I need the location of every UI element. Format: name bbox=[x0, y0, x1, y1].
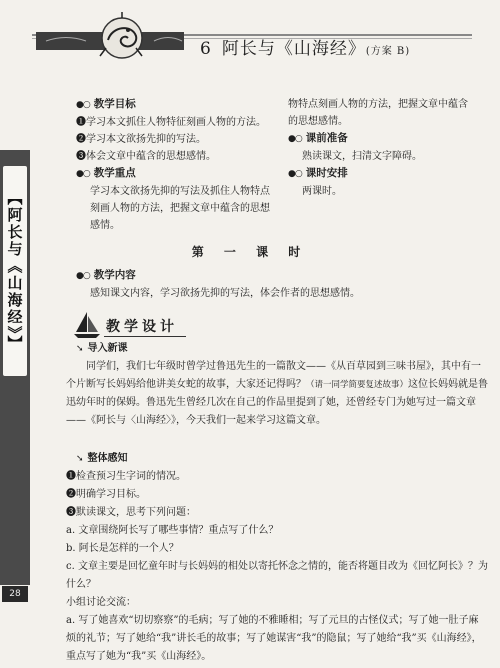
focus-heading: ●○ 教学重点 bbox=[76, 167, 136, 179]
objective-item: ❷学习本文欲扬先抑的写法。 bbox=[76, 134, 206, 145]
intro-section bbox=[66, 340, 489, 430]
preparation-heading: ●○ 课前准备 bbox=[288, 132, 348, 144]
overview-heading: ➘ 整体感知 bbox=[76, 453, 128, 464]
schedule-text: 两课时。 bbox=[302, 186, 342, 197]
focus-text: 学习本文欲扬先抑的写法及抓住人物特点刻画人物的方法，把握文章中蕴含的思想感情。 bbox=[90, 186, 270, 231]
focus-text-continued: 物特点刻画人物的方法，把握文章中蕴含的思想感情。 bbox=[288, 99, 468, 127]
overview-step: ❷明确学习目标。 bbox=[66, 489, 146, 500]
overview-answer: a. 写了她喜欢“切切察察”的毛病；写了她的不雅睡相；写了元旦的古怪仪式；写了她一肚子麻烦的礼节；写了她给“我”讲长毛的故事；写了她谋害“我”的隐鼠；写了她给“我”买《山海经》，重点写了她为“我”买《山海经》。 bbox=[66, 615, 482, 662]
overview-section bbox=[66, 450, 488, 666]
overview-step: ❶检查预习生字词的情况。 bbox=[66, 471, 186, 482]
lesson-subtitle: (方案 B) bbox=[365, 46, 411, 57]
sailboat-icon bbox=[72, 310, 102, 340]
side-tab-label-box bbox=[3, 166, 27, 376]
page-number: 28 bbox=[2, 586, 28, 602]
objective-item: ❶学习本文抓住人物特征刻画人物的方法。 bbox=[76, 117, 266, 128]
bullet-icon: ●○ bbox=[288, 134, 302, 144]
preparation-text: 熟读课文，扫清文字障碍。 bbox=[302, 151, 422, 162]
side-tab-label: 【阿长与《山海经》】 bbox=[5, 189, 24, 353]
group-discussion-label: 小组讨论交流： bbox=[66, 597, 136, 608]
left-column bbox=[76, 96, 276, 231]
bullet-icon: ●○ bbox=[288, 169, 302, 179]
content-heading: ●○ 教学内容 bbox=[76, 269, 136, 281]
right-column bbox=[288, 96, 468, 200]
lesson-title-text: 阿长与《山海经》 bbox=[221, 39, 366, 59]
design-title: 教学设计 bbox=[106, 319, 178, 335]
content-section bbox=[76, 266, 486, 303]
overview-question: c. 文章主要是回忆童年时与长妈妈的相处以寄托怀念之情的，能否将题目改为《回忆阿长》？为什么？ bbox=[66, 561, 488, 590]
overview-step: ❸默读课文，思考下列问题： bbox=[66, 507, 196, 518]
objectives-heading: ●○ 教学目标 bbox=[76, 98, 136, 110]
content-text: 感知课文内容，学习欲扬先抑的写法，体会作者的思想感情。 bbox=[90, 288, 360, 299]
design-underline bbox=[104, 336, 186, 337]
lesson-number: 6 bbox=[200, 39, 212, 59]
arrow-icon: ➘ bbox=[76, 344, 84, 354]
intro-paragraph: 同学们，我们七年级时曾学过鲁迅先生的一篇散文——《从百草园到三味书屋》，其中有一个片断写长妈妈给他讲美女蛇的故事，大家还记得吗？（请一同学简要复述故事）这位长妈妈就是鲁迅幼年时的保姆。鲁迅先生曾经几次在自己的作品里提到了她，还曾经专门为她写过一篇文章——《阿长与〈山海经〉》，今天我们一起来学习这篇文章。 bbox=[66, 361, 489, 426]
intro-note: （请一同学简要复述故事） bbox=[306, 380, 409, 390]
overview-question: a. 文章围绕阿长写了哪些事情？重点写了什么？ bbox=[66, 525, 279, 536]
schedule-heading: ●○ 课时安排 bbox=[288, 167, 348, 179]
page-title bbox=[200, 34, 410, 59]
dragon-emblem-icon bbox=[36, 10, 184, 66]
bullet-icon: ●○ bbox=[76, 271, 90, 281]
bullet-icon: ●○ bbox=[76, 100, 90, 110]
overview-question: b. 阿长是怎样的一个人？ bbox=[66, 543, 179, 554]
objective-item: ❸体会文章中蕴含的思想感情。 bbox=[76, 151, 216, 162]
intro-heading: ➘ 导入新课 bbox=[76, 343, 128, 354]
bullet-icon: ●○ bbox=[76, 169, 90, 179]
arrow-icon: ➘ bbox=[76, 454, 84, 464]
lesson-heading: 第 一 课 时 bbox=[191, 245, 309, 259]
